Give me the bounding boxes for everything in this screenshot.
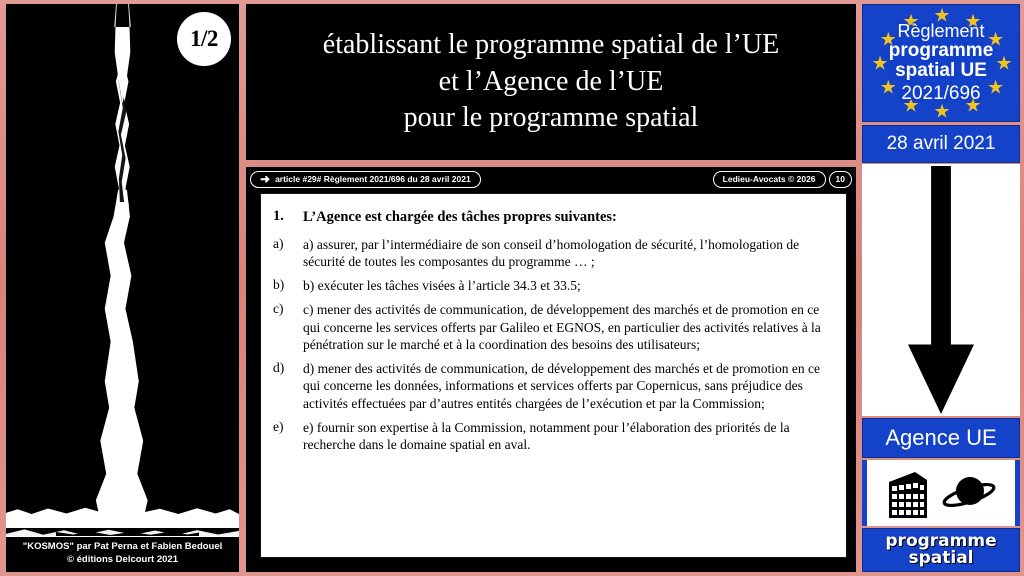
down-arrow-icon xyxy=(908,166,974,414)
building-icon xyxy=(885,468,931,518)
document-item-marker: 1. xyxy=(273,208,284,224)
page-number-pill: 10 xyxy=(829,171,852,188)
document-item xyxy=(273,208,830,227)
document-item-text: L’Agence est chargée des tâches propres suivantes: xyxy=(303,209,617,225)
rocket-body xyxy=(110,18,136,104)
right-column xyxy=(862,4,1020,572)
agency-icons-box xyxy=(862,460,1020,526)
document-item-marker: b) xyxy=(273,277,285,293)
programme-line-1: programme xyxy=(885,531,997,551)
eu-line-2: programme xyxy=(888,39,994,61)
document-item xyxy=(273,277,830,294)
eu-line-4: 2021/696 xyxy=(901,82,981,104)
document-item xyxy=(273,419,830,454)
rocket-photo-panel xyxy=(6,4,239,572)
title-line-3: pour le programme spatial xyxy=(403,102,699,134)
document-item-text: e) fournir son expertise à la Commission, notamment pour l’élaboration des priorités de la recherche dans le domaine spatial en aval. xyxy=(303,419,790,453)
document-item-marker: c) xyxy=(273,301,284,317)
ground-crack xyxy=(56,531,199,536)
document-item-marker: a) xyxy=(273,235,284,251)
agence-ue-badge: Agence UE xyxy=(862,418,1020,458)
photo-credit-line-2: © éditions Delcourt 2021 xyxy=(66,554,178,566)
document-item-marker: e) xyxy=(273,418,284,434)
regulation-date-badge: 28 avril 2021 xyxy=(862,125,1020,163)
document-item-text: d) mener des activités de communication, de développement des marchés et de promotion en ce qui concerne les données, informations et services offerts par Copernicus, sans préjudice des activités effectuées par d’autres entités chargées de l’exécution et par la Commission; xyxy=(303,361,820,411)
document-panel xyxy=(246,167,856,572)
arrow-area xyxy=(862,164,1020,416)
document-header-bar xyxy=(246,167,856,191)
photo-credit xyxy=(6,536,239,572)
document-item xyxy=(273,360,830,412)
rocket-launch-silhouette xyxy=(6,4,239,572)
eu-line-3: spatial UE xyxy=(895,60,987,82)
copyright-pill: Ledieu-Avocats © 2026 xyxy=(713,171,826,188)
saturn-planet-icon xyxy=(941,471,997,515)
eu-regulation-text xyxy=(863,5,1019,121)
eu-line-1: Règlement xyxy=(897,20,985,41)
programme-spatial-badge xyxy=(862,528,1020,572)
document-item-text: c) mener des activités de communication, de développement des marchés et de promotion en ce qui concerne les services offerts par Galileo et EGNOS, en particulier des activités relatives à la pénétration sur le marché et à la coordination des besoins des utilisateurs; xyxy=(303,302,821,352)
document-item xyxy=(273,236,830,271)
article-reference-label: article #29# Règlement 2021/696 du 28 avril 2021 xyxy=(275,174,471,184)
document-page xyxy=(260,193,847,558)
slide-title xyxy=(323,27,779,136)
document-item xyxy=(273,301,830,353)
article-reference-pill xyxy=(250,171,481,188)
document-item-text: b) exécuter les tâches visées à l’article 34.3 et 33.5; xyxy=(303,278,581,294)
document-item-text: a) assurer, par l’intermédiaire de son conseil d’homologation de sécurité, l’homologation de sécurité de toutes les composantes du programme … ; xyxy=(303,236,800,269)
photo-credit-line-1: "KOSMOS" par Pat Perna et Fabien Bedouel xyxy=(22,541,223,553)
programme-line-2: spatial xyxy=(908,548,974,568)
exhaust-plume xyxy=(86,190,160,520)
slide-title-box xyxy=(246,4,856,160)
document-item-list xyxy=(273,208,830,453)
document-item-marker: d) xyxy=(273,360,285,376)
title-line-2: et l’Agence de l’UE xyxy=(438,65,664,97)
eu-regulation-badge xyxy=(862,4,1020,122)
title-line-1: établissant le programme spatial de l’UE xyxy=(322,29,780,61)
right-arrow-icon: ➜ xyxy=(260,172,271,186)
page-badge: 1/2 xyxy=(177,12,231,66)
